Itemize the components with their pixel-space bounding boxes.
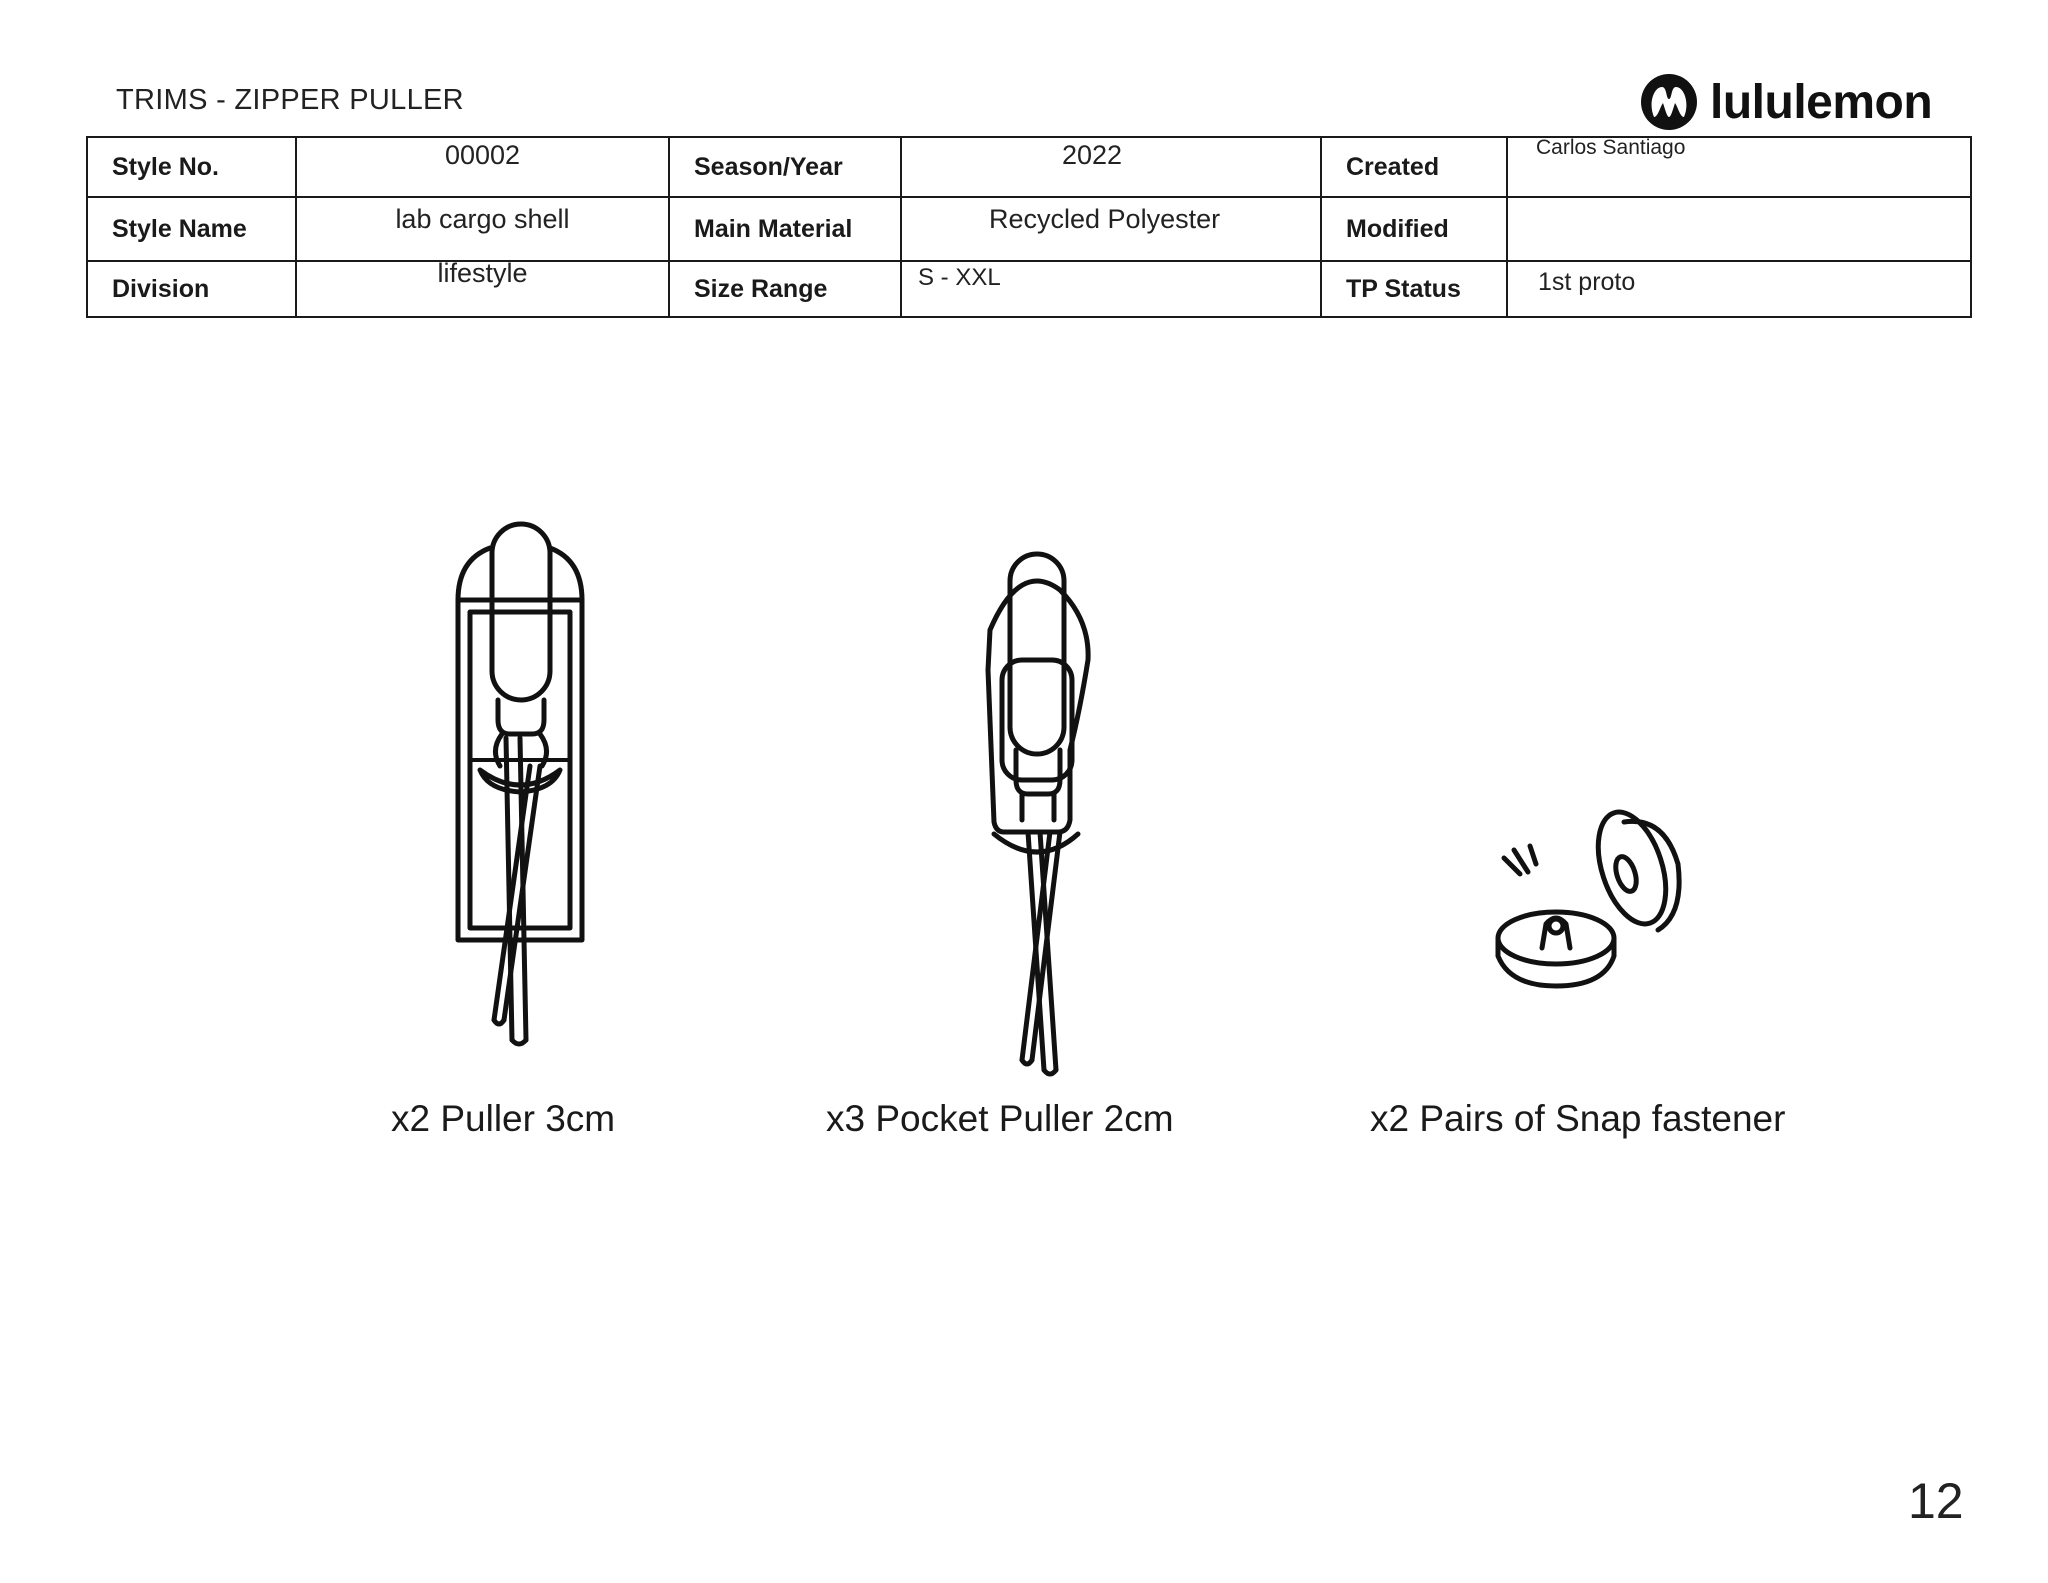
- lululemon-logo-icon: [1640, 73, 1698, 131]
- created-label: Created: [1321, 137, 1507, 197]
- size-range-cell: [901, 261, 1321, 317]
- style-info-table: [86, 136, 1972, 318]
- style-no-label: Style No.: [87, 137, 296, 197]
- style-name-value: lab cargo shell: [395, 204, 570, 234]
- division-value: lifestyle: [437, 258, 528, 288]
- main-material-value: Recycled Polyester: [989, 204, 1221, 234]
- division-cell: [296, 258, 669, 317]
- style-no-cell: [296, 137, 669, 197]
- tp-status-value: 1st proto: [1538, 268, 1636, 296]
- style-name-cell: [296, 197, 669, 261]
- season-year-cell: [901, 137, 1321, 197]
- season-year-label: Season/Year: [669, 137, 901, 197]
- modified-label: Modified: [1321, 197, 1507, 261]
- style-name-label: Style Name: [87, 197, 296, 261]
- table-row: [87, 137, 1971, 197]
- tp-status-label: TP Status: [1321, 261, 1507, 317]
- main-material-label: Main Material: [669, 197, 901, 261]
- created-cell: [1507, 137, 1971, 197]
- table-row: [87, 261, 1971, 317]
- created-value: Carlos Santiago: [1536, 136, 1686, 159]
- season-year-value: 2022: [1062, 140, 1123, 170]
- brand-logo: [1640, 70, 1940, 134]
- trim-caption-puller: x2 Puller 3cm: [391, 1098, 616, 1139]
- size-range-label: Size Range: [669, 261, 901, 317]
- size-range-value: S - XXL: [918, 264, 1001, 291]
- brand-name: lululemon: [1710, 75, 1933, 129]
- trim-caption-snap-fastener: x2 Pairs of Snap fastener: [1370, 1098, 1786, 1139]
- snap-fastener-icon: [1480, 800, 1710, 1000]
- pocket-puller-icon: [960, 550, 1100, 1080]
- tp-status-cell: [1507, 261, 1971, 317]
- page-number: 12: [1908, 1473, 1964, 1529]
- style-no-value: 00002: [444, 140, 521, 170]
- main-material-cell: [901, 197, 1321, 261]
- trim-caption-pocket-puller: x3 Pocket Puller 2cm: [826, 1098, 1174, 1139]
- division-label: Division: [87, 261, 296, 317]
- zipper-puller-icon: [440, 520, 590, 1060]
- table-row: [87, 197, 1971, 261]
- modified-cell: [1507, 197, 1971, 261]
- page-title: TRIMS - ZIPPER PULLER: [116, 84, 464, 116]
